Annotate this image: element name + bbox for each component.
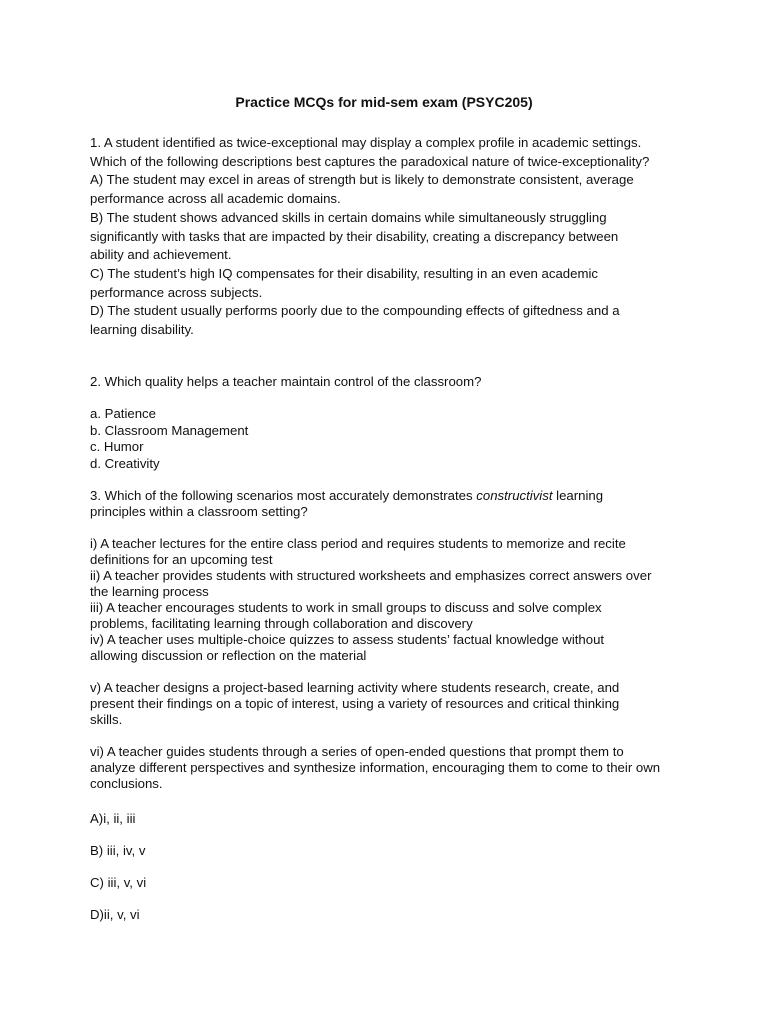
question-1-stem-line-1: 1. A student identified as twice-exceptional may display a complex profile in academic settings. bbox=[90, 135, 642, 150]
question-1-option-a: A) The student may excel in areas of strength but is likely to demonstrate consistent, average performance across all academic domains. bbox=[90, 172, 634, 207]
question-2 bbox=[90, 374, 690, 473]
question-3-scenario-ii: ii) A teacher provides students with structured worksheets and emphasizes correct answers over the learning process bbox=[90, 568, 652, 599]
question-2-option-a: a. Patience bbox=[90, 405, 156, 421]
page-title: Practice MCQs for mid-sem exam (PSYC205) bbox=[235, 94, 533, 110]
question-1-option-d: D) The student usually performs poorly due to the compounding effects of giftedness and a learning disability. bbox=[90, 303, 620, 338]
question-1-stem-line-2: Which of the following descriptions best captures the paradoxical nature of twice-exceptionality? bbox=[90, 153, 650, 169]
question-3-stem bbox=[90, 488, 650, 520]
question-3-scenario-vi: vi) A teacher guides students through a series of open-ended questions that prompt them to analyze different perspectives and synthesize information, encouraging them to come to their own conclusions. bbox=[90, 744, 661, 791]
question-3 bbox=[90, 488, 690, 792]
question-1-option-c: C) The student’s high IQ compensates for their disability, resulting in an even academic performance across subjects. bbox=[90, 265, 598, 300]
question-2-stem: 2. Which quality helps a teacher maintain control of the classroom? bbox=[90, 374, 482, 389]
question-3-stem-prefix: 3. Which of the following scenarios most accurately demonstrates bbox=[90, 488, 477, 503]
question-3-answer-d: D)ii, v, vi bbox=[90, 907, 140, 922]
question-3-scenario-iv: iv) A teacher uses multiple-choice quizzes to assess students’ factual knowledge without allowing discussion or reflection on the material bbox=[90, 632, 605, 663]
question-3-answer-a: A)i, ii, iii bbox=[90, 811, 136, 826]
question-3-scenario-i: i) A teacher lectures for the entire class period and requires students to memorize and recite definitions for an upcoming test bbox=[90, 536, 626, 567]
question-2-option-d: d. Creativity bbox=[90, 456, 160, 472]
question-1 bbox=[90, 134, 690, 340]
question-3-scenario-v: v) A teacher designs a project-based learning activity where students research, create, and present their findings on a topic of interest, using a variety of resources and critical thinking skills. bbox=[90, 680, 620, 727]
question-1-option-b: B) The student shows advanced skills in certain domains while simultaneously struggling significantly with tasks that are impacted by their disability, creating a discrepancy between ability and achievement. bbox=[90, 209, 619, 263]
question-3-stem-suffix: learning principles within a classroom setting? bbox=[90, 488, 604, 519]
question-3-scenario-iii: iii) A teacher encourages students to work in small groups to discuss and solve complex problems, facilitating learning through collaboration and discovery bbox=[90, 600, 602, 631]
question-2-option-b: b. Classroom Management bbox=[90, 422, 249, 438]
question-2-option-c: c. Humor bbox=[90, 439, 144, 455]
question-3-stem-emphasis: constructivist bbox=[476, 488, 553, 503]
question-3-answer-b: B) iii, iv, v bbox=[90, 843, 146, 858]
question-3-answer-c: C) iii, v, vi bbox=[90, 875, 147, 890]
